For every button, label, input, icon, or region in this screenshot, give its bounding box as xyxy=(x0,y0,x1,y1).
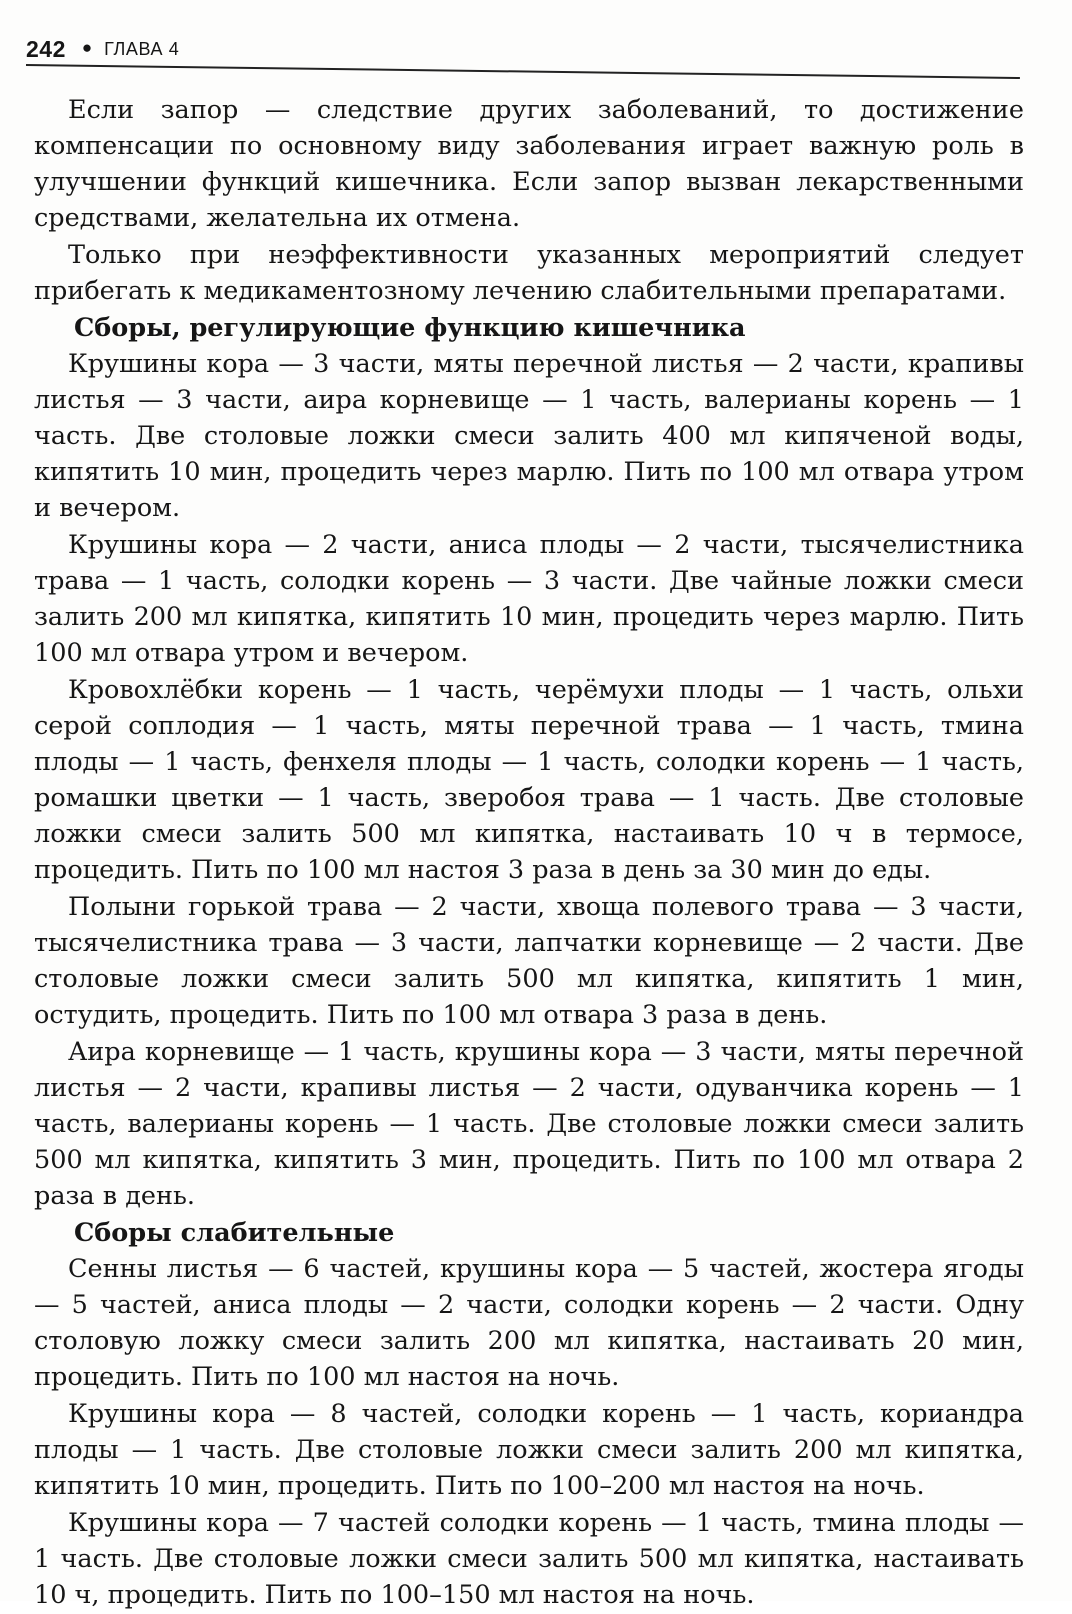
recipe-paragraph: Крушины кора — 7 частей солодки корень — 1 часть, тмина плоды — 1 часть. Две столовые ложки смеси залить 500 мл кипятка, настаивать 10 ч, процедить. Пить по 100–150 мл настоя на ночь. xyxy=(34,1508,1024,1610)
running-head xyxy=(26,34,179,64)
recipe-paragraph: Аира корневище — 1 часть, крушины кора — 3 части, мяты перечной листья — 2 части, крапивы листья — 2 части, одуванчика корень — 1 часть, валерианы корень — 1 часть. Две столовые ложки смеси залить 500 мл кипятка, кипятить 3 мин, процедить. Пить по 100 мл отвара 2 раза в день. xyxy=(34,1037,1024,1211)
section-heading-laxative: Сборы слабительные xyxy=(74,1218,395,1248)
paragraph-intro: Если запор — следствие других заболеваний, то достижение компенсации по основному виду заболевания играет важную роль в улучшении функций кишечника. Если запор вызван лекарственными средствами, желательна их отмена. xyxy=(34,95,1024,233)
chapter-title: ГЛАВА 4 xyxy=(104,38,180,59)
section-heading-regulating: Сборы, регулирующие функцию кишечника xyxy=(74,313,746,343)
recipe-paragraph: Сенны листья — 6 частей, крушины кора — 5 частей, жостера ягоды — 5 частей, аниса плоды — 2 части, солодки корень — 2 части. Одну столовую ложку смеси залить 200 мл кипятка, настаивать 20 мин, процедить. Пить по 100 мл настоя на ночь. xyxy=(34,1254,1024,1392)
recipe-paragraph: Кровохлёбки корень — 1 часть, черёмухи плоды — 1 часть, ольхи серой соплодия — 1 часть, мяты перечной трава — 1 часть, тмина плоды — 1 часть, фенхеля плоды — 1 часть, солодки корень — 1 часть, ромашки цветки — 1 часть, зверобоя трава — 1 часть. Две столовые ложки смеси залить 500 мл кипятка, настаивать 10 ч в термосе, процедить. Пить по 100 мл настоя 3 раза в день за 30 мин до еды. xyxy=(34,675,1024,885)
body-text xyxy=(34,92,1024,1614)
recipe-paragraph: Крушины кора — 3 части, мяты перечной листья — 2 части, крапивы листья — 3 части, аира корневище — 1 часть, валерианы корень — 1 часть. Две столовые ложки смеси залить 400 мл кипяченой воды, кипятить 10 мин, процедить через марлю. Пить по 100 мл отвара утром и вечером. xyxy=(34,349,1024,523)
paragraph-laxatives-note: Только при неэффективности указанных мероприятий следует прибегать к медикаментозному лечению слабительными препаратами. xyxy=(34,240,1024,306)
bullet-icon: ● xyxy=(81,38,93,57)
recipe-paragraph: Крушины кора — 2 части, аниса плоды — 2 части, тысячелистника трава — 1 часть, солодки корень — 3 части. Две чайные ложки смеси залить 200 мл кипятка, кипятить 10 мин, процедить через марлю. Пить 100 мл отвара утром и вечером. xyxy=(34,530,1024,668)
recipe-paragraph: Полыни горькой трава — 2 части, хвоща полевого трава — 3 части, тысячелистника трава — 3 части, лапчатки корневище — 2 части. Две столовые ложки смеси залить 500 мл кипятка, кипятить 1 мин, остудить, процедить. Пить по 100 мл отвара 3 раза в день. xyxy=(34,892,1024,1030)
header-rule xyxy=(26,64,1020,79)
recipe-paragraph: Крушины кора — 8 частей, солодки корень — 1 часть, кориандра плоды — 1 часть. Две столовые ложки смеси залить 200 мл кипятка, кипятить 10 мин, процедить. Пить по 100–200 мл настоя на ночь. xyxy=(34,1399,1024,1501)
page-number: 242 xyxy=(26,35,66,62)
